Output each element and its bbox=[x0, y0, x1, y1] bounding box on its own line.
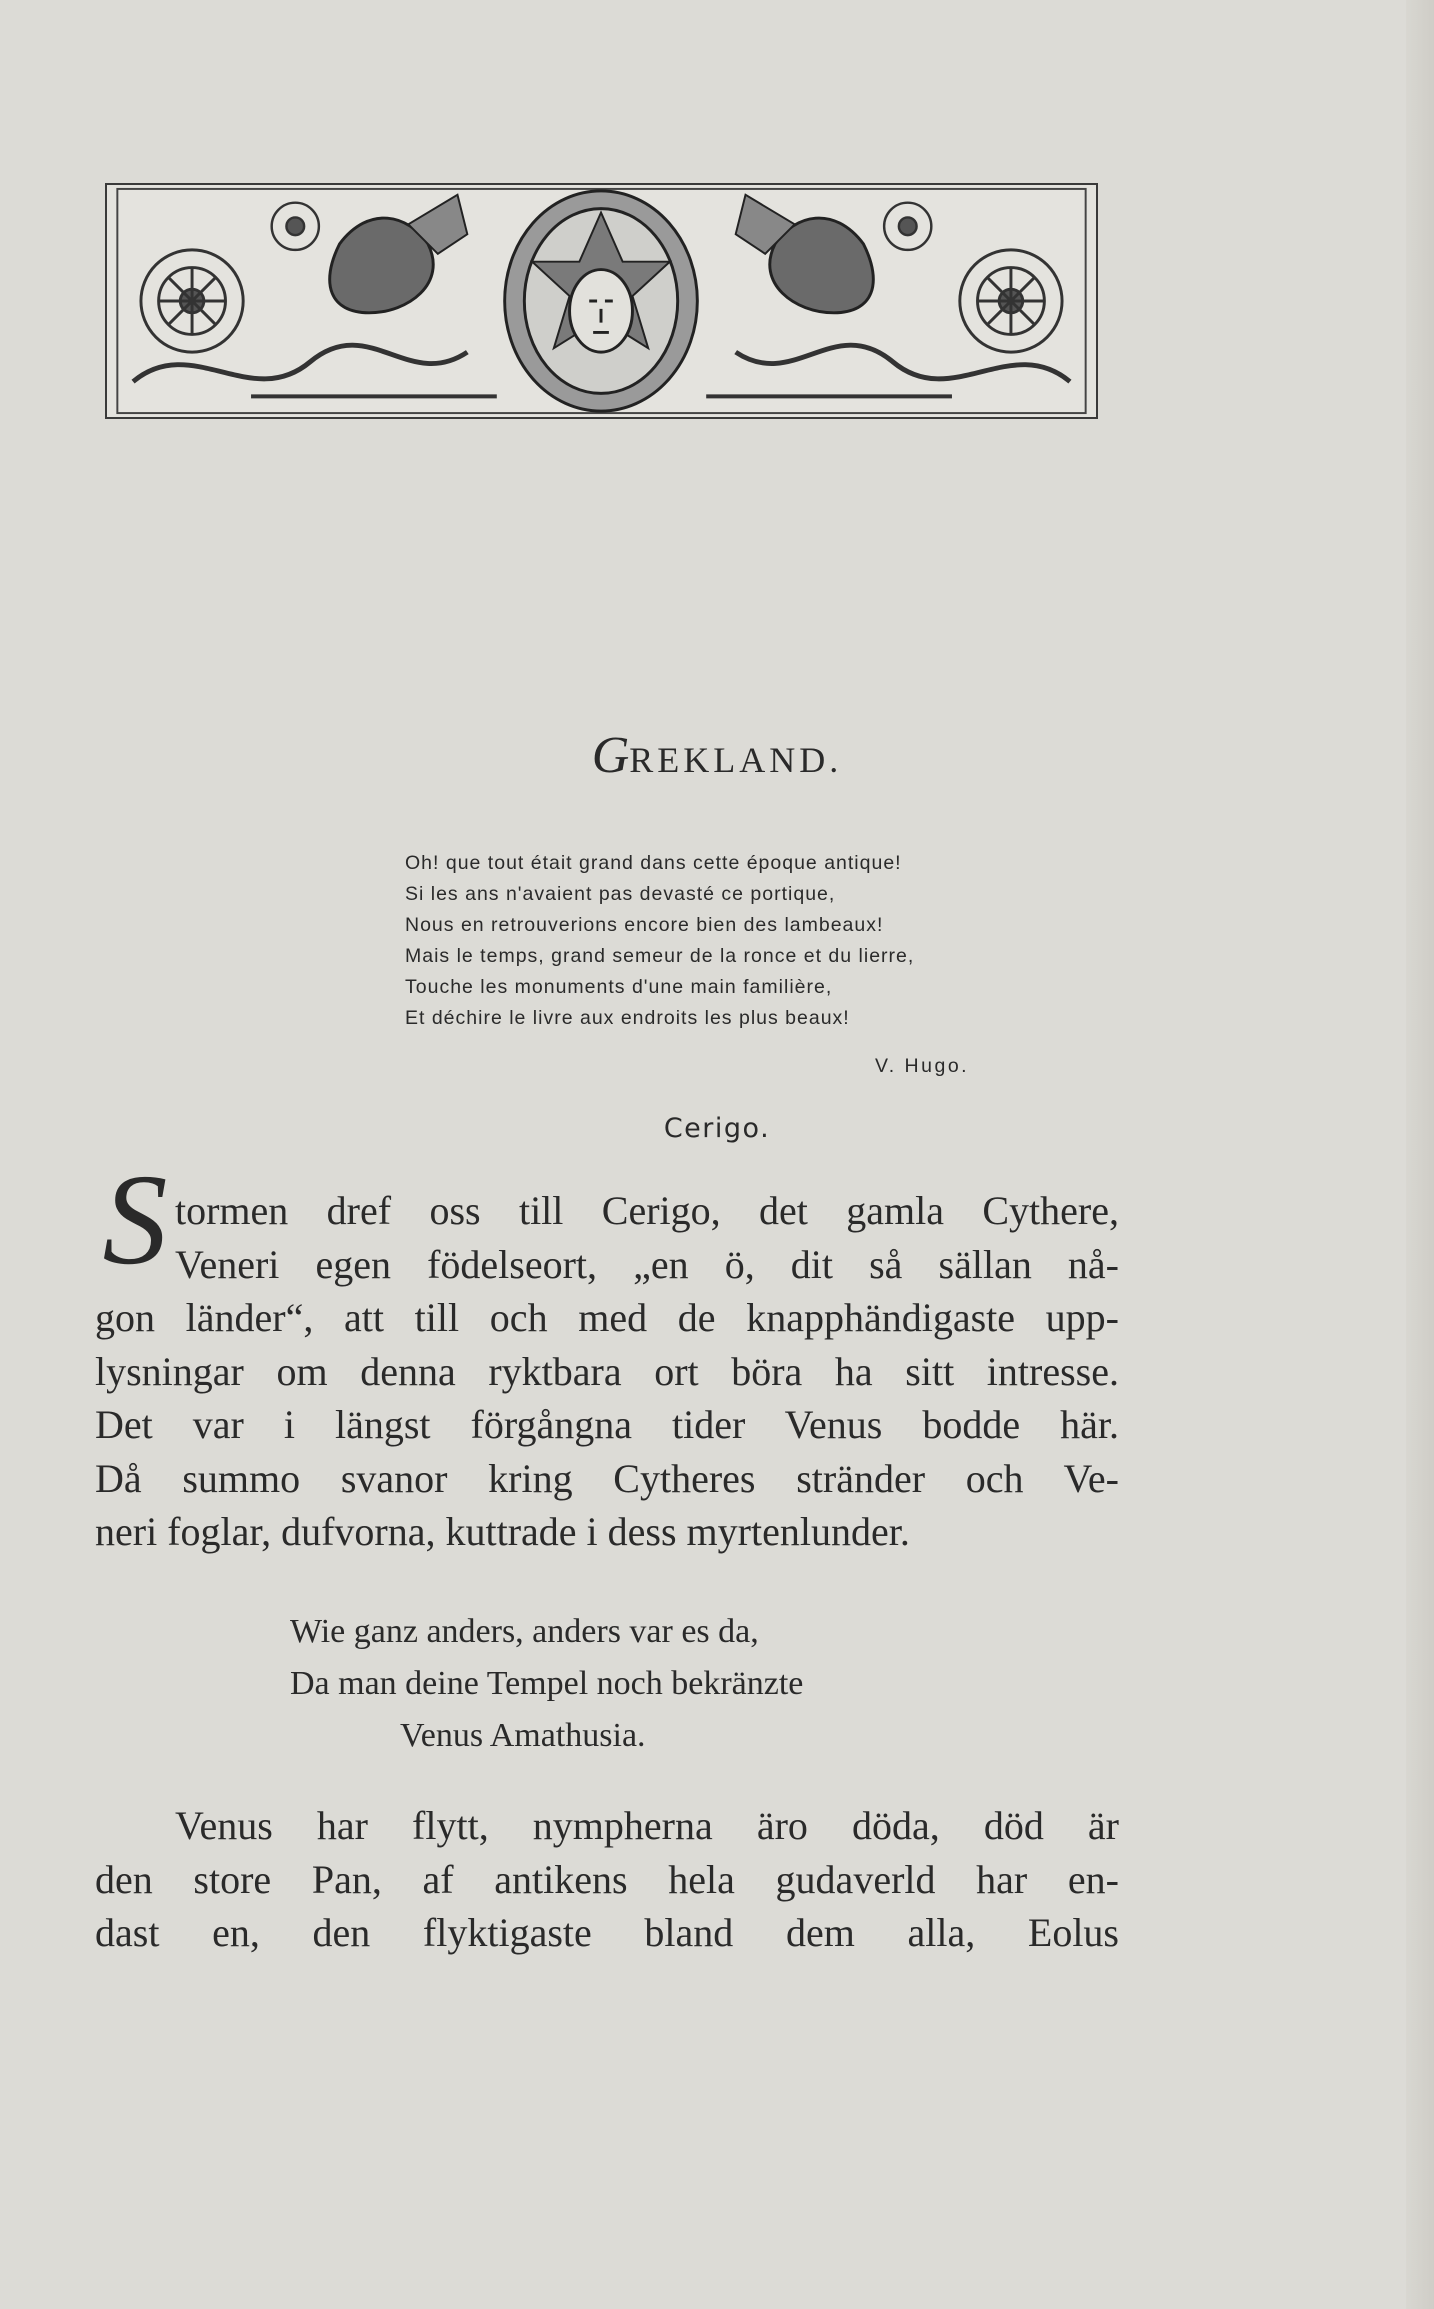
paragraph-line: Då summo svanor kring Cytheres stränder och Ve- bbox=[95, 1455, 1119, 1501]
epigraph bbox=[405, 848, 1125, 1034]
epigraph-line: Et déchire le livre aux endroits les plus beaux! bbox=[405, 1007, 850, 1029]
paragraph-line: Det var i längst förgångna tider Venus bodde här. bbox=[95, 1402, 1119, 1447]
epigraph-line: Touche les monuments d'une main familière, bbox=[405, 976, 833, 998]
paragraph-line: tormen dref oss till Cerigo, det gamla Cythere, bbox=[175, 1188, 1119, 1233]
paragraph-line: Veneri egen födelseort, „en ö, dit så sällan nå- bbox=[175, 1241, 1119, 1287]
poem-line: Wie ganz anders, anders var es da, bbox=[290, 1613, 759, 1650]
paragraph-line: gon länder“, att till och med de knapphändigaste upp- bbox=[95, 1295, 1119, 1340]
poem-quotation bbox=[290, 1606, 803, 1762]
paragraph-1 bbox=[95, 1184, 1119, 1559]
epigraph-line: Si les ans n'avaient pas devasté ce portique, bbox=[405, 883, 836, 905]
poem-line: Venus Amathusia. bbox=[400, 1717, 646, 1754]
paragraph-line: den store Pan, af antikens hela gudaverld har en- bbox=[95, 1856, 1119, 1902]
paragraph-line: Venus har flytt, nympherna äro döda, död är bbox=[175, 1803, 1119, 1848]
section-title: Cerigo. bbox=[663, 1113, 771, 1144]
paragraph-2 bbox=[95, 1799, 1119, 1960]
chapter-title-initial: G bbox=[591, 727, 630, 784]
poem-line: Da man deine Tempel noch bekränzte bbox=[290, 1665, 804, 1702]
chapter-title bbox=[0, 726, 1434, 785]
epigraph-line: Nous en retrouverions encore bien des lambeaux! bbox=[405, 914, 884, 936]
drop-cap: S bbox=[102, 1148, 168, 1292]
epigraph-line: Mais le temps, grand semeur de la ronce et du lierre, bbox=[405, 945, 915, 967]
chapter-title-rest: REKLAND. bbox=[629, 740, 843, 780]
paragraph-line: neri foglar, dufvorna, kuttrade i dess myrtenlunder. bbox=[95, 1509, 910, 1554]
headpiece-ornament-icon bbox=[107, 185, 1096, 417]
page-edge bbox=[1406, 0, 1434, 2309]
epigraph-attribution: V. Hugo. bbox=[875, 1055, 970, 1077]
paragraph-line: dast en, den flyktigaste bland dem alla, Eolus bbox=[95, 1910, 1119, 1955]
ornamental-headpiece bbox=[105, 183, 1098, 419]
epigraph-line: Oh! que tout était grand dans cette époque antique! bbox=[405, 852, 902, 874]
paragraph-line: lysningar om denna ryktbara ort böra ha sitt intresse. bbox=[95, 1348, 1119, 1394]
